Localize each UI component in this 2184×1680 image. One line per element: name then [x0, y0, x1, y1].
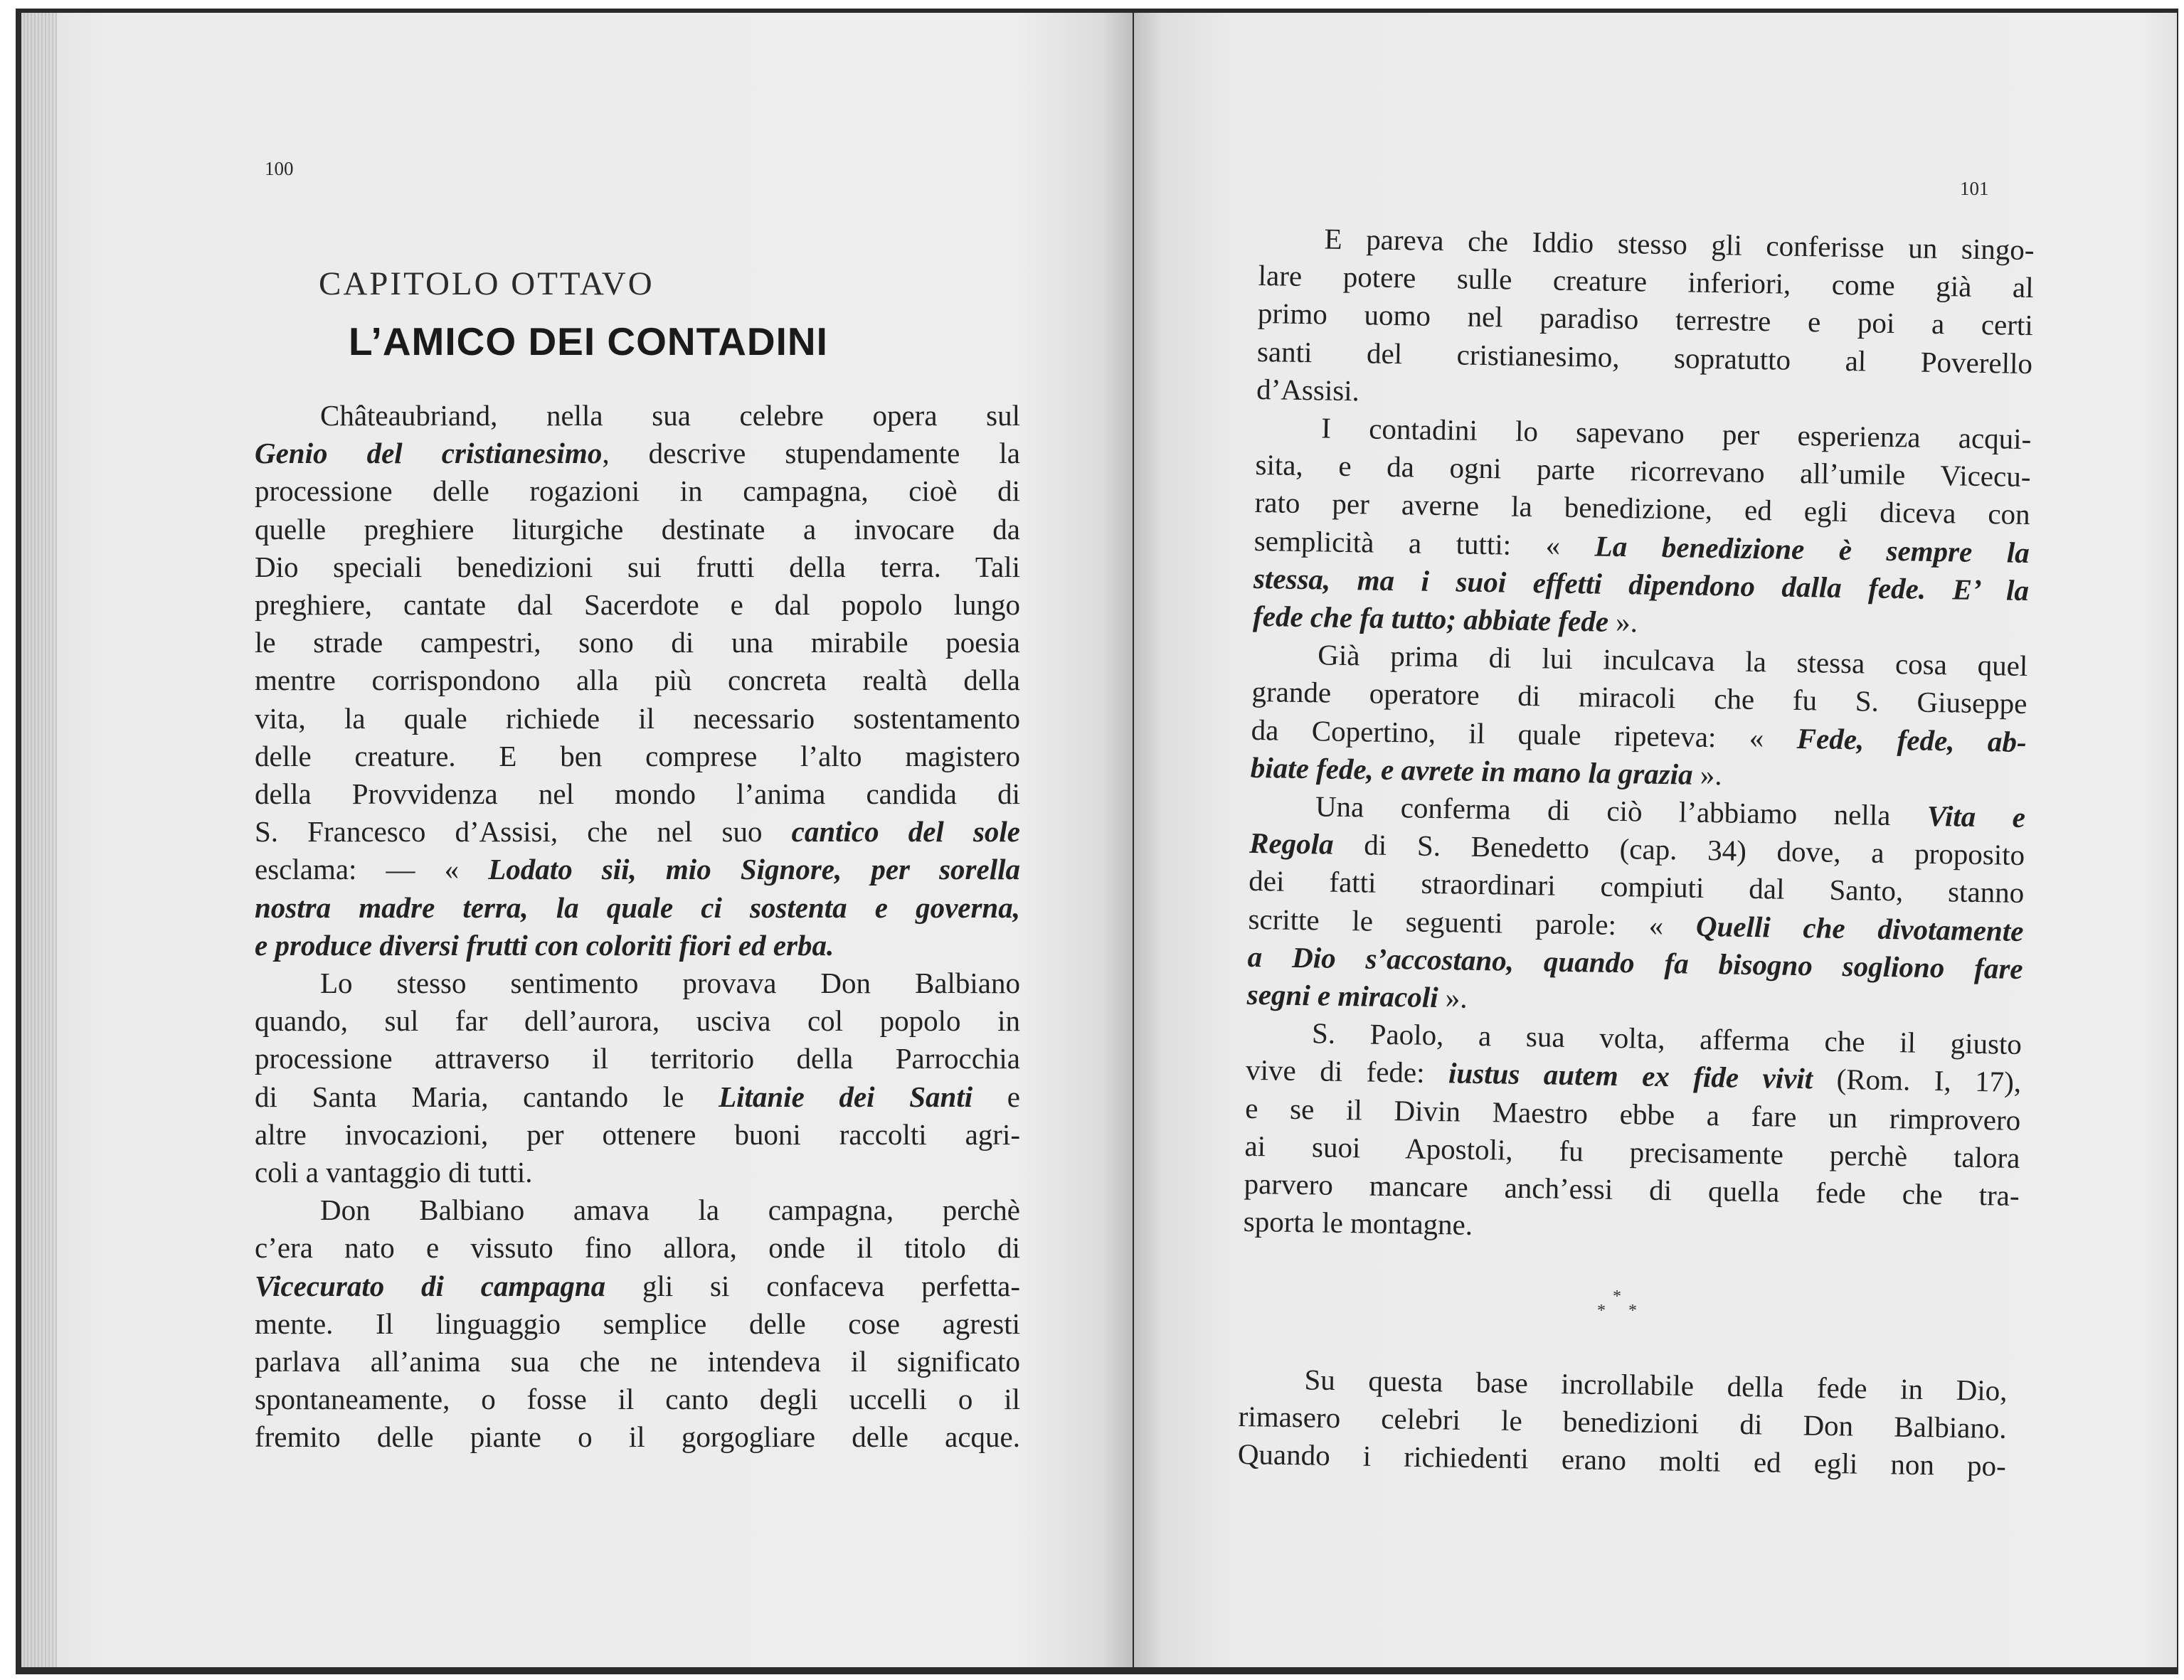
- left-page-text: [255, 397, 1020, 1457]
- right-page-text-bottom: [1237, 1360, 2007, 1486]
- section-separator: * * *: [1597, 1287, 1637, 1320]
- page-stack-edge: [21, 13, 57, 1667]
- text-line: Su questa base incrollabile della fede in Dio,: [1304, 1363, 2008, 1407]
- text-line: scritte le seguenti parole: « Quelli che divotamente: [1248, 902, 2024, 947]
- text-line: Già prima di lui inculcava la stessa cosa quel: [1318, 638, 2028, 683]
- text-line: S. Paolo, a sua volta, afferma che il giusto: [1311, 1016, 2023, 1061]
- text-line: della Provvidenza nel mondo l’anima candida di: [255, 777, 1020, 811]
- text-line: Vicecurato di campagna gli si confaceva perfetta-: [255, 1269, 1021, 1302]
- chapter-title: L’AMICO DEI CONTADINI: [349, 319, 828, 363]
- text-line: dei fatti straordinari compiuti dal Santo, stanno: [1249, 864, 2025, 910]
- text-line: preghiere, cantate dal Sacerdote e dal popolo lungo: [255, 588, 1020, 622]
- text-line: d’Assisi.: [1256, 372, 1360, 408]
- text-line: segni e miracoli ».: [1246, 977, 1468, 1014]
- text-line: altre invocazioni, per ottenere buoni raccolti agri-: [255, 1117, 1020, 1151]
- text-line: santi del cristianesimo, sopratutto al Poverello: [1256, 334, 2033, 380]
- text-line: Dio speciali benedizioni sui frutti della terra. Tali: [255, 550, 1020, 583]
- text-line: di Santa Maria, cantando le Litanie dei Santi e: [255, 1080, 1020, 1113]
- text-line: mente. Il linguaggio semplice delle cose agresti: [255, 1307, 1020, 1340]
- text-line: rato per averne la benedizione, ed egli diceva con: [1254, 486, 2030, 531]
- text-line: Don Balbiano amava la campagna, perchè: [320, 1193, 1020, 1227]
- text-line: da Copertino, il quale ripeteva: « Fede, fede, ab-: [1251, 713, 2027, 758]
- text-line: fremito delle piante o il gorgogliare delle acque.: [255, 1420, 1020, 1454]
- text-line: parvero mancare anch’essi di quella fede che tra-: [1244, 1166, 2020, 1213]
- text-line: Quando i richiedenti erano molti ed egli non po-: [1237, 1437, 2007, 1483]
- text-line: Una conferma di ciò l’abbiamo nella Vita e: [1315, 790, 2026, 834]
- text-line: coli a vantaggio di tutti.: [255, 1156, 533, 1189]
- text-line: sporta le montagne.: [1243, 1205, 1473, 1242]
- text-line: quelle preghiere liturgiche destinate a invocare da: [255, 512, 1020, 546]
- text-line: semplicità a tutti: « La benedizione è sempre la: [1253, 523, 2030, 569]
- text-line: e se il Divin Maestro ebbe a fare un rimprovero: [1245, 1091, 2021, 1137]
- text-line: sita, e da ogni parte ricorrevano all’umile Vicecu-: [1255, 448, 2031, 494]
- text-line: e produce diversi frutti con coloriti fiori ed erba.: [255, 928, 834, 962]
- text-line: primo uomo nel paradiso terrestre e poi a certi: [1257, 297, 2034, 342]
- text-line: Genio del cristianesimo, descrive stupendamente la: [255, 437, 1020, 470]
- text-line: S. Francesco d’Assisi, che nel suo cantico del sole: [255, 815, 1020, 849]
- text-line: esclama: — « Lodato sii, mio Signore, per sorella: [255, 853, 1020, 886]
- text-line: nostra madre terra, la quale ci sostenta e governa,: [255, 890, 1020, 924]
- text-line: vive di fede: iustus autem ex fide vivit (Rom. I, 17),: [1245, 1053, 2022, 1099]
- text-line: a Dio s’accostano, quando fa bisogno sogliono fare: [1247, 940, 2023, 985]
- text-line: vita, la quale richiede il necessario sostentamento: [255, 701, 1020, 735]
- text-line: processione attraverso il territorio della Parrocchia: [255, 1042, 1020, 1075]
- text-line: rimasero celebri le benedizioni di Don Balbiano.: [1238, 1400, 2007, 1445]
- chapter-label: CAPITOLO OTTAVO: [319, 265, 654, 302]
- text-line: processione delle rogazioni in campagna, cioè di: [255, 474, 1020, 508]
- text-line: quando, sul far dell’aurora, usciva col popolo in: [255, 1004, 1020, 1038]
- text-line: le strade campestri, sono di una mirabile poesia: [255, 626, 1020, 659]
- text-line: stessa, ma i suoi effetti dipendono dalla fede. E’ la: [1253, 561, 2030, 607]
- text-line: E pareva che Iddio stesso gli conferisse un singo-: [1324, 222, 2035, 267]
- page-number-left: 100: [265, 158, 294, 179]
- text-line: grande operatore di miracoli che fu S. Giuseppe: [1251, 675, 2027, 721]
- text-line: biate fede, e avrete in mano la grazia ».: [1250, 750, 1722, 792]
- text-line: Châteaubriand, nella sua celebre opera sul: [320, 399, 1020, 432]
- text-line: I contadini lo sapevano per esperienza acqui-: [1321, 411, 2032, 456]
- text-line: c’era nato e vissuto fino allora, onde il titolo di: [255, 1231, 1020, 1265]
- text-line: delle creature. E ben comprese l’alto magistero: [255, 739, 1020, 772]
- text-line: parlava all’anima sua che ne intendeva il significato: [255, 1345, 1020, 1378]
- text-line: spontaneamente, o fosse il canto degli uccelli o il: [255, 1383, 1020, 1416]
- text-line: lare potere sulle creature inferiori, come già al: [1258, 259, 2034, 304]
- right-page-text-top: [1243, 219, 2034, 1253]
- text-line: Lo stesso sentimento provava Don Balbiano: [320, 967, 1020, 1000]
- text-line: ai suoi Apostoli, fu precisamente perchè talora: [1244, 1129, 2020, 1174]
- text-line: Regola di S. Benedetto (cap. 34) dove, a proposito: [1249, 826, 2025, 872]
- page-number-right: 101: [1960, 178, 1989, 199]
- text-line: mentre corrispondono alla più concreta realtà della: [255, 664, 1020, 697]
- text-line: fede che fa tutto; abbiate fede ».: [1252, 599, 1638, 639]
